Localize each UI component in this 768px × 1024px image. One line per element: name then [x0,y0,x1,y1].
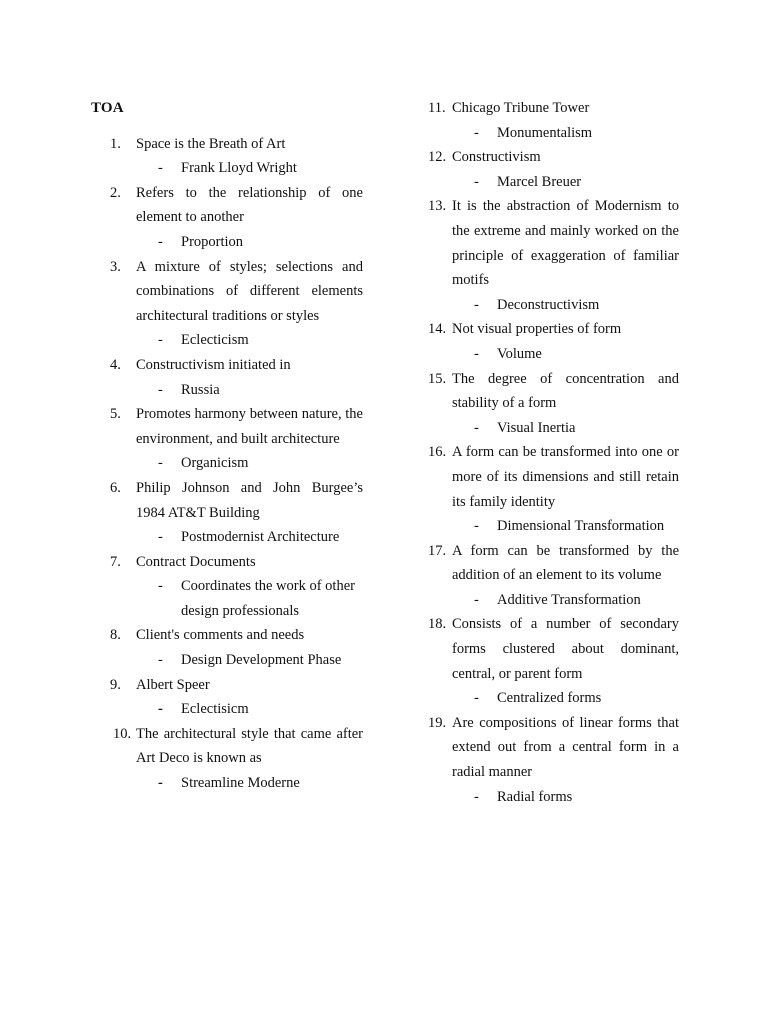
list-item [91,132,363,181]
item-answer-row [452,170,679,195]
item-answer: Volume [497,345,542,362]
dash-bullet: - [158,775,163,792]
list-item [91,353,363,402]
item-question: Constructivism [452,149,541,166]
list-item [91,181,363,255]
item-question: The architectural style that came after Art Deco is known as [136,725,363,767]
list-item [91,673,363,722]
dash-bullet: - [158,233,163,250]
list-item [91,550,363,624]
item-answer: Monumentalism [497,124,593,141]
left-column [91,96,363,796]
dash-bullet: - [474,345,479,362]
item-question: Contract Documents [136,553,256,570]
item-number: 7. [110,553,121,570]
item-answer-row [136,697,363,722]
list-item [428,145,679,194]
item-number: 6. [110,479,121,496]
dash-bullet: - [158,578,163,595]
item-answer: Streamline Moderne [181,775,300,792]
item-number: 16. [428,444,447,461]
item-number: 11. [428,100,446,116]
item-question: Chicago Tribune Tower [452,100,590,116]
item-answer-row [136,574,363,623]
item-answer-row [136,525,363,550]
list-item [91,476,363,550]
item-answer-row [452,416,679,441]
item-question: Space is the Breath of Art [136,135,286,152]
list-item [428,711,679,809]
item-answer-row [452,686,679,711]
dash-bullet: - [158,332,163,349]
item-answer: Design Development Phase [181,652,342,669]
item-question: Client's comments and needs [136,627,305,644]
item-answer: Additive Transformation [497,591,641,608]
item-number: 19. [428,714,447,731]
item-number: 10. [113,725,132,742]
question-list-left [91,132,363,796]
item-question: Promotes harmony between nature, the environment, and built architecture [136,406,363,447]
dash-bullet: - [158,701,163,718]
item-number: 15. [428,370,447,387]
dash-bullet: - [474,518,479,535]
list-item [428,96,679,145]
item-answer-row [452,342,679,367]
list-item [428,367,679,441]
item-answer-row [452,785,679,810]
item-answer: Deconstructivism [497,296,600,313]
item-question: It is the abstraction of Modernism to the extreme and mainly worked on the principle of exaggeration of familiar motifs [452,198,679,289]
item-number: 8. [110,627,121,644]
dash-bullet: - [474,690,479,707]
item-answer: Coordinates the work of other design professionals [181,578,355,619]
right-column [428,96,679,809]
item-answer: Marcel Breuer [497,173,582,190]
item-number: 13. [428,198,447,215]
item-answer-row [136,328,363,353]
item-question: A mixture of styles; selections and combinations of different elements architectural traditions or styles [136,258,363,324]
item-question: Consists of a number of secondary forms clustered about dominant, central, or parent form [452,616,679,682]
list-item [428,194,679,317]
item-question: Are compositions of linear forms that extend out from a central form in a radial manner [452,714,679,781]
question-list-right [428,96,679,809]
item-question: Refers to the relationship of one element to another [136,184,363,226]
item-answer-row [452,514,679,539]
list-item [428,317,679,366]
item-answer: Radial forms [497,788,573,805]
dash-bullet: - [158,160,163,177]
document-title: TOA [91,100,124,116]
list-item [428,612,679,710]
item-answer-row [136,378,363,403]
item-answer: Organicism [181,455,249,472]
item-question: The degree of concentration and stability of a form [452,370,679,412]
item-question: A form can be transformed into one or more of its dimensions and still retain its family identity [452,444,679,510]
item-number: 9. [110,676,121,693]
list-item [91,623,363,672]
item-answer-row [136,230,363,255]
item-question: Albert Speer [136,676,210,693]
list-item [428,539,679,613]
item-number: 3. [110,258,121,275]
item-number: 4. [110,356,121,373]
item-number: 12. [428,149,447,166]
item-answer: Dimensional Transformation [497,518,665,535]
dash-bullet: - [158,455,163,472]
item-answer: Russia [181,381,220,398]
dash-bullet: - [474,173,479,190]
list-item [91,722,363,796]
item-number: 5. [110,406,121,423]
item-question: Philip Johnson and John Burgee’s 1984 AT&T Building [136,479,363,521]
dash-bullet: - [474,788,479,805]
item-question: A form can be transformed by the addition of an element to its volume [452,542,679,584]
list-item [91,255,363,353]
item-answer: Eclecticism [181,332,249,349]
dash-bullet: - [474,124,479,141]
item-answer: Visual Inertia [497,419,576,436]
dash-bullet: - [158,652,163,669]
dash-bullet: - [158,381,163,398]
item-answer-row [452,121,679,146]
item-answer-row [136,451,363,476]
item-answer: Frank Lloyd Wright [181,160,297,177]
dash-bullet: - [158,529,163,546]
item-number: 18. [428,616,447,633]
item-answer: Centralized forms [497,690,602,707]
item-answer-row [452,293,679,318]
item-answer: Postmodernist Architecture [181,529,340,546]
item-number: 2. [110,184,121,201]
list-item [91,402,363,476]
dash-bullet: - [474,591,479,608]
dash-bullet: - [474,419,479,436]
item-number: 14. [428,321,447,338]
item-question: Constructivism initiated in [136,356,291,373]
item-answer-row [136,648,363,673]
item-question: Not visual properties of form [452,321,622,338]
item-answer-row [136,156,363,181]
list-item [428,440,679,538]
item-answer: Eclectisicm [181,701,249,718]
item-answer-row [136,771,363,796]
item-number: 17. [428,542,447,559]
item-number: 1. [110,135,121,152]
item-answer: Proportion [181,233,244,250]
dash-bullet: - [474,296,479,313]
item-answer-row [452,588,679,613]
